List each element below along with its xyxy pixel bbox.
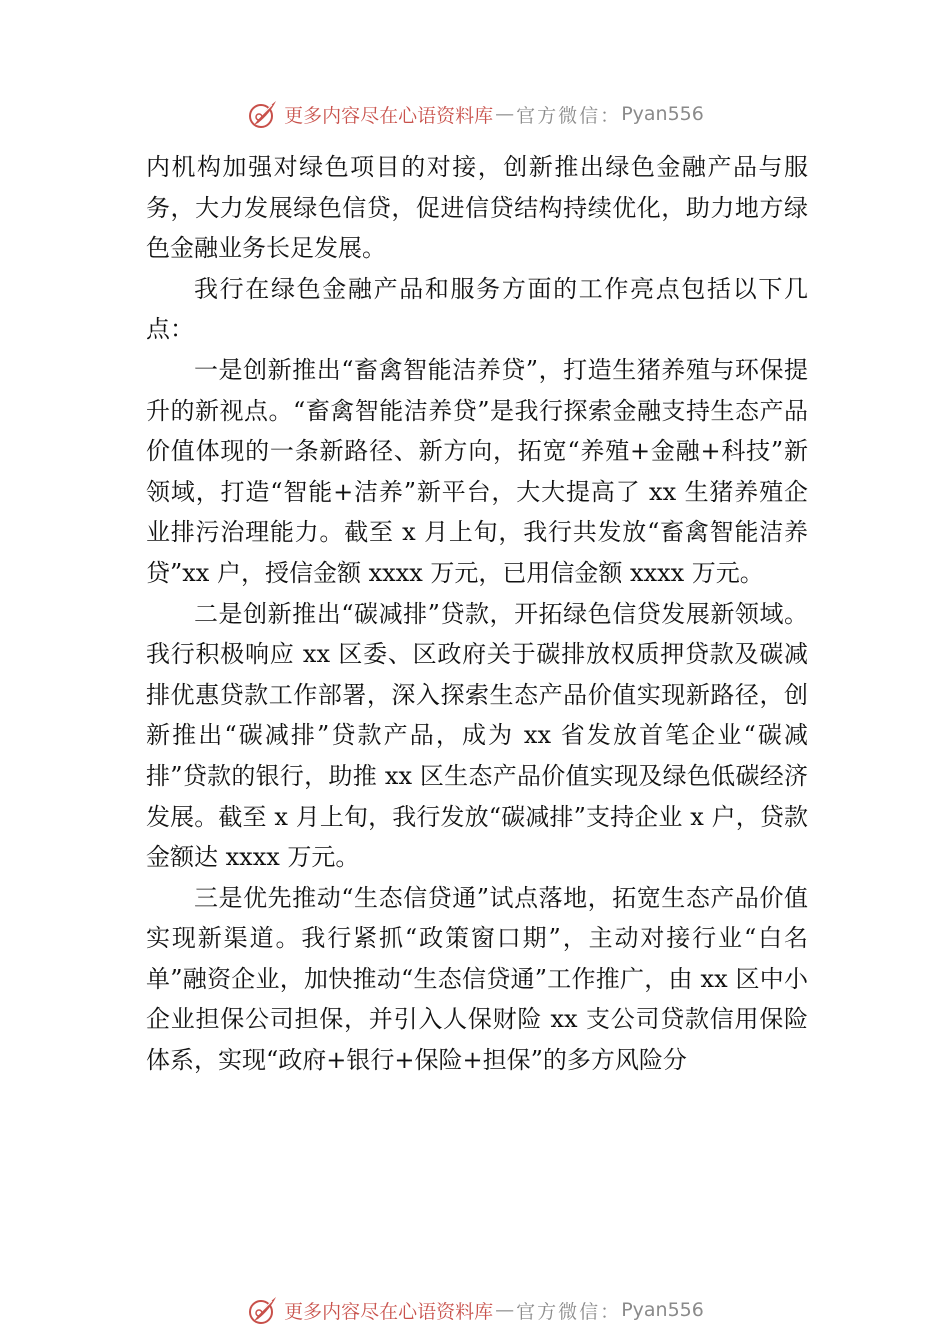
paragraph-4: 二是创新推出“碳减排”贷款，开拓绿色信贷发展新领域。我行积极响应 xx 区委、区政府关于碳排放权质押贷款及碳减排优惠贷款工作部署，深入探索生态产品价值实现新路径，创新推出“碳减排”贷款产品，成为 xx 省发放首笔企业“碳减排”贷款的银行，助推 xx 区生态产品价值实现及绿色低碳经济发展。截至 x 月上旬，我行发放“碳减排”支持企业 x 户，贷款金额达 xxxx 万元。 xyxy=(146,599,808,872)
quill-logo-icon xyxy=(246,1293,280,1327)
watermark-brand: 更多内容尽在心语资料库 xyxy=(284,104,494,127)
watermark-label: 官方微信： xyxy=(516,104,622,127)
paragraph-5: 三是优先推动“生态信贷通”试点落地，拓宽生态产品价值实现新渠道。我行紧抓“政策窗口期”，主动对接行业“白名单”融资企业，加快推动“生态信贷通”工作推广，由 xx 区中小企业担保公司担保，并引入人保财险 xx 支公司贷款信用保险体系，实现“政府+银行+保险+担保”的多方风险分 xyxy=(146,883,808,1075)
watermark-dash: — xyxy=(495,103,515,125)
paragraph-2: 我行在绿色金融产品和服务方面的工作亮点包括以下几点： xyxy=(146,274,808,344)
paragraph-3: 一是创新推出“畜禽智能洁养贷”，打造生猪养殖与环保提升的新视点。“畜禽智能洁养贷”是我行探索金融支持生态产品价值体现的一条新路径、新方向，拓宽“养殖+金融+科技”新领域，打造“智能+洁养”新平台，大大提高了 xx 生猪养殖企业排污治理能力。截至 x 月上旬，我行共发放“畜禽智能洁养贷”xx 户，授信金额 xxxx 万元，已用信金额 xxxx 万元。 xyxy=(146,355,808,587)
watermark-id: Pyan556 xyxy=(621,1299,704,1321)
document-body xyxy=(146,147,808,1081)
watermark-label: 官方微信： xyxy=(516,1300,622,1323)
watermark-id: Pyan556 xyxy=(621,103,704,125)
footer-watermark xyxy=(0,1290,950,1330)
watermark-dash: — xyxy=(495,1299,515,1321)
header-watermark xyxy=(0,94,950,134)
paragraph-1: 内机构加强对绿色项目的对接，创新推出绿色金融产品与服务，大力发展绿色信贷，促进信贷结构持续优化，助力地方绿色金融业务长足发展。 xyxy=(146,153,808,263)
quill-logo-icon xyxy=(246,97,280,131)
watermark-brand: 更多内容尽在心语资料库 xyxy=(284,1300,494,1323)
